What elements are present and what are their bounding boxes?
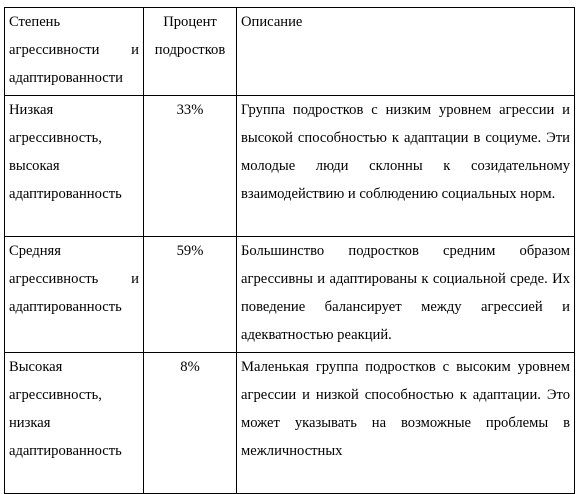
cell-percent: 59% xyxy=(144,237,237,353)
cell-description: Большинство подростков средним образом агрессивны и адаптированы к социальной среде. Их поведение балансирует между агрессией и адекватностью реакций. xyxy=(237,237,575,353)
cell-percent: 8% xyxy=(144,353,237,494)
table-row xyxy=(5,96,575,237)
cell-level: Высокая агрессивность, низкая адаптированность xyxy=(5,353,144,494)
header-cell-percent: Процент подростков xyxy=(144,8,237,96)
table-header-row xyxy=(5,8,575,96)
table-row xyxy=(5,237,575,353)
cell-level: Низкая агрессивность, высокая адаптированность xyxy=(5,96,144,237)
cell-description: Группа подростков с низким уровнем агрессии и высокой способностью к адаптации в социуме. Эти молодые люди склонны к созидательному взаимодействию и соблюдению социальных норм. xyxy=(237,96,575,237)
table-row xyxy=(5,353,575,494)
cell-level: Средняя агрессивность и адаптированность xyxy=(5,237,144,353)
cell-description: Маленькая группа подростков с высоким уровнем агрессии и низкой способностью к адаптации. Это может указывать на возможные проблемы в межличностных xyxy=(237,353,575,494)
aggression-adaptation-table xyxy=(4,7,575,494)
cell-percent: 33% xyxy=(144,96,237,237)
header-cell-description: Описание xyxy=(237,8,575,96)
header-cell-level: Степень агрессивности и адаптированности xyxy=(5,8,144,96)
